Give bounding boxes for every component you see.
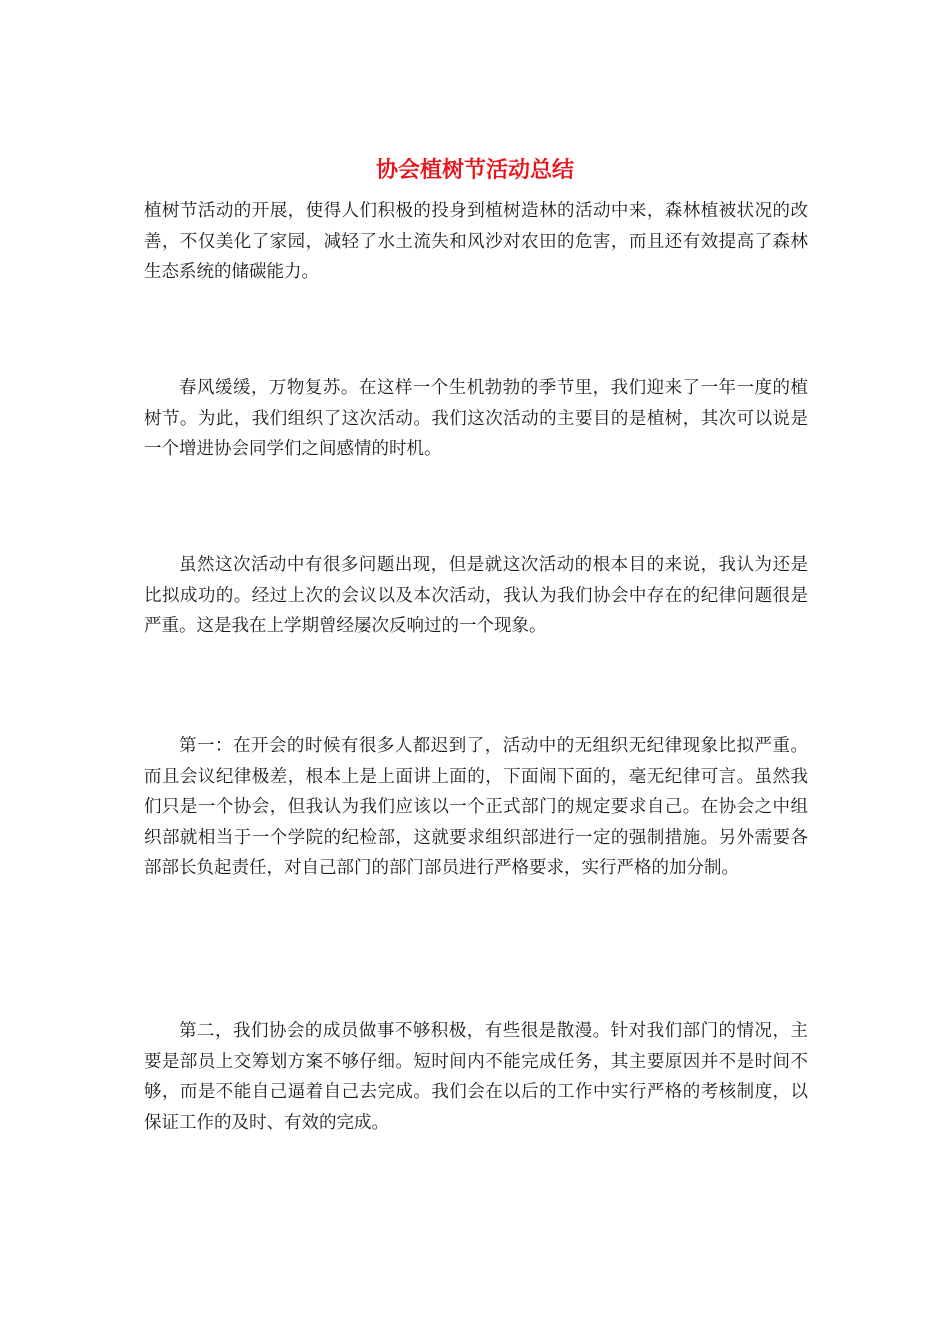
paragraph-intro: 植树节活动的开展，使得人们积极的投身到植树造林的活动中来，森林植被状况的改善，不仅美化了家园，减轻了水土流失和风沙对农田的危害，而且还有效提高了森林生态系统的储碳能力。 bbox=[144, 201, 808, 282]
paragraph-assessment: 虽然这次活动中有很多问题出现，但是就这次活动的根本目的来说，我认为还是比拟成功的。经过上次的会议以及本次活动，我认为我们协会中存在的纪律问题很是严重。这是我在上学期曾经屡次反响过的一个现象。 bbox=[144, 555, 808, 636]
paragraph-point-two: 第二，我们协会的成员做事不够积极，有些很是散漫。针对我们部门的情况，主要是部员上交筹划方案不够仔细。短时间内不能完成任务，其主要原因并不是时间不够，而是不能自己逼着自己去完成。我们会在以后的工作中实行严格的考核制度，以保证工作的及时、有效的完成。 bbox=[144, 1021, 808, 1133]
paragraph-spring: 春风缓缓，万物复苏。在这样一个生机勃勃的季节里，我们迎来了一年一度的植树节。为此，我们组织了这次活动。我们这次活动的主要目的是植树，其次可以说是一个增进协会同学们之间感情的时机。 bbox=[144, 378, 808, 459]
document-title: 协会植树节活动总结 bbox=[375, 157, 574, 183]
paragraph-point-one: 第一：在开会的时候有很多人都迟到了，活动中的无组织无纪律现象比拟严重。而且会议纪律极差，根本上是上面讲上面的，下面闹下面的，毫无纪律可言。虽然我们只是一个协会，但我认为我们应该以一个正式部门的规定要求自己。在协会之中组织部就相当于一个学院的纪检部，这就要求组织部进行一定的强制措施。另外需要各部部长负起责任，对自己部门的部门部员进行严格要求，实行严格的加分制。 bbox=[144, 736, 808, 878]
